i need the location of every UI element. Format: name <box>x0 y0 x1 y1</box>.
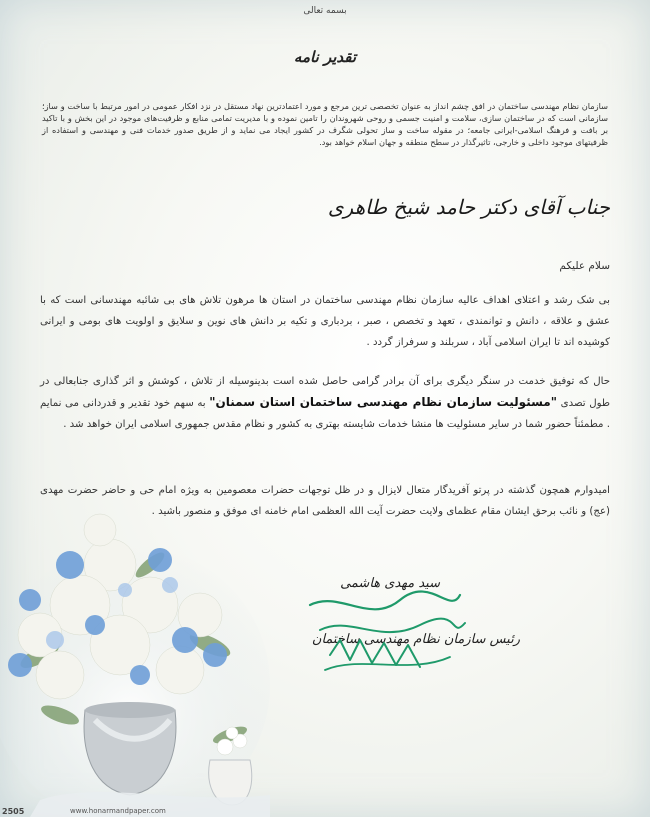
footer-serial-number: 2505 <box>2 807 25 816</box>
signatory-title: رئیس سازمان نظام مهندسی ساختمان <box>311 632 520 647</box>
body-paragraph-3: امیدوارم همچون گذشته در پرتو آفریدگار متعال لایزال و در ظل توجهات حضرات معصومین به ویژه امام حی و حاضر حضرت مهدی (عج) و نائب برحق ایشان مقام عظمای ولایت حضرت آیت الله العظمی امام خامنه ای موفق و منصور باشید . <box>40 485 610 517</box>
recipient-name: جناب آقای دکتر حامد شیخ طاهری <box>327 195 610 219</box>
paragraph-2-before: حال که توفیق خدمت در سنگر دیگری برای آن برادر گرامی حاصل شده است بدینوسیله از تلاش ، کوشش و اثر گذاری جنابعالی در طول تصدی <box>40 376 611 409</box>
body-paragraph-1: بی شک رشد و اعتلای اهداف عالیه سازمان نظام مهندسی ساختمان در استان ها مرهون تلاش های بی شائبه مهندسانی است که با عشق و علاقه ، دانش و توانمندی ، تعهد و تخصص ، صبر ، بردباری و تکیه بر دانش های نوین و سلایق و اولویت های بومی و ایرانی کوشیده اند تا ایران اسلامی آباد ، سربلند و سرفراز گردد . <box>40 295 610 348</box>
signature-scribble <box>300 585 470 680</box>
footer-url: www.honarmandpaper.com <box>70 807 166 815</box>
intro-paragraph: سازمان نظام مهندسی ساختمان در افق چشم انداز به عنوان تخصصی ترین مرجع و مورد اعتمادترین نهاد مستقل در نزد افکار عمومی در امور مرتبط با ساخت و ساز؛ سازمانی است که در ساختمان سازی، سلامت و امنیت جسمی و روحی شهروندان را تامین نموده و با مدیریت تمامی منابع و ظرفیت‌های موجود در این بخش و با تاکید بر بافت و فرهنگ اسلامی-ایرانی جامعه؛ در مقوله ساخت و ساز تحولی شگرف در کشور ایجاد می نماید و از طریق صدور خدمات فنی و مهندسی و استفاده از ظرفیتهای موجود داخلی و خارجی، تاثیرگذار در سطح منطقه و جهان اسلام خواهد بود. <box>42 101 608 147</box>
flower-bouquet-illustration <box>0 505 280 817</box>
certificate-title: تقدیر نامه <box>293 48 357 66</box>
body-paragraph-2 <box>40 371 610 435</box>
paragraph-2-after: به سهم خود تقدیر و قدردانی می نمایم . مطمئناً حضور شما در سایر مسئولیت ها منشا خدمات شایسته بهتری به کشور و نظام مقدس جمهوری اسلامی ایران خواهد شد . <box>40 398 610 430</box>
signatory-name: سید مهدی هاشمی <box>340 576 440 591</box>
greeting: سلام علیکم <box>559 260 610 272</box>
header-basmala: بسمه تعالی <box>303 6 347 16</box>
paragraph-2-bold-title: "مسئولیت سازمان نظام مهندسی ساختمان استان سمنان" <box>209 395 557 409</box>
